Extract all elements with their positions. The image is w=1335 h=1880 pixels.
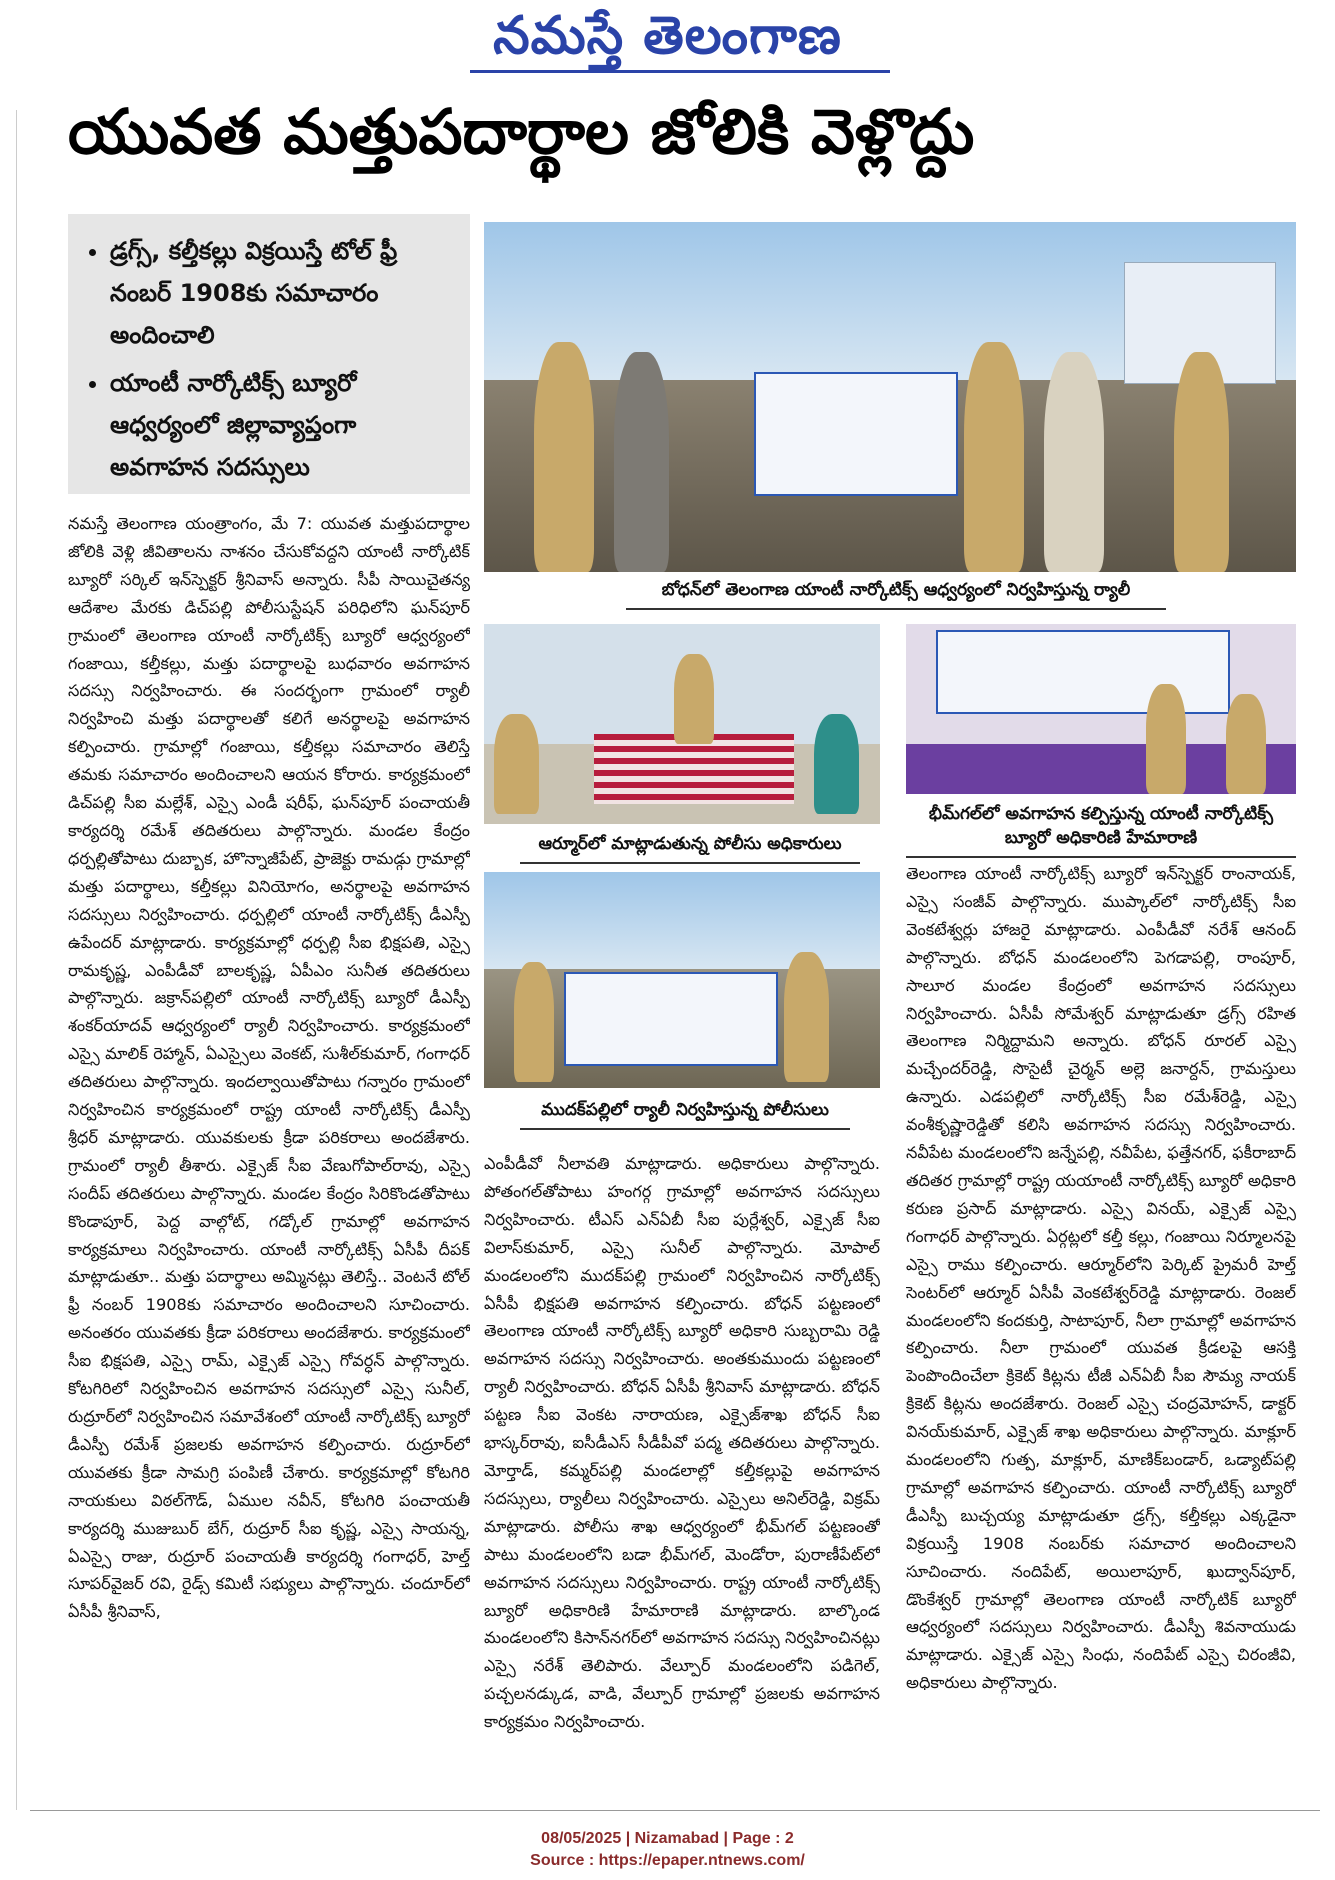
masthead-text: నమస్తే తెలంగాణ	[493, 6, 842, 66]
body-text: నమస్తే తెలంగాణ యంత్రాంగం, మే 7: యువత మత్తుపదార్థాల జోలికి వెళ్లి జీవితాలను నాశనం చేసుకోవద్దని యాంటీ నార్కోటిక్ బ్యూరో సర్కిల్ ఇన్‌స్పెక్టర్ శ్రీనివాస్ అన్నారు. సీపీ సాయిచైతన్య ఆదేశాల మేరకు డిచ్‌పల్లి పోలీసుస్టేషన్ పరిధిలోని ఘన్‌పూర్ గ్రామంలో తెలంగాణ యాంటీ నార్కోటిక్స్ బ్యూరో ఆధ్వర్యంలో గంజాయి, కల్తీకల్లు, మత్తు పదార్థాలపై బుధవారం అవగాహన సదస్సు నిర్వహించారు. ఈ సందర్భంగా గ్రామంలో ర్యాలీ నిర్వహించి మత్తు పదార్థాలతో కలిగే అనర్థాలపై అవగాహన కల్పించారు. గ్రామాల్లో గంజాయి, కల్తీకల్లు సమాచారం తెలిస్తే తమకు సమాచారం అందించాలని ఆయన కోరారు. కార్యక్రమంలో డిచ్‌పల్లి సీఐ మల్లేశ్, ఎస్సై ఎండీ షరీఫ్, ఘన్‌పూర్ పంచాయతీ కార్యదర్శి రమేశ్ తదితరులు పాల్గొన్నారు. మండల కేంద్రం ధర్పల్లితోపాటు దుబ్బాక, హొన్నాజీపేట్, ప్రాజెక్టు రామడ్గు గ్రామాల్లో మత్తు పదార్థాలు, కల్తీకల్లు వినియోగం, అనర్థాలపై అవగాహన సదస్సులు నిర్వహించారు. ధర్పల్లిలో యాంటీ నార్కోటిక్స్ డీఎస్పీ ఉపేందర్ మాట్లాడారు. కార్యక్రమాల్లో ధర్పల్లి సీఐ భిక్షపతి, ఎస్సై రామకృష్ణ, ఎంపీడీవో బాలకృష్ణ, ఏపీఎం సునీత తదితరులు పాల్గొన్నారు. జక్రాన్‌పల్లిలో యాంటీ నార్కోటిక్స్ బ్యూరో డీఎస్పీ శంకర్‌యాదవ్ ఆధ్వర్యంలో ర్యాలీ నిర్వహించారు. కార్యక్రమంలో ఎస్సై మాలిక్ రెహ్మాన్, ఏఎస్సైలు వెంకట్, సుశీల్‌కుమార్, గంగాధర్ తదితరులు పాల్గొన్నారు. ఇందల్వాయితోపాటు గన్నారం గ్రామంలో నిర్వహించిన కార్యక్రమంలో రాష్ట్ర యాంటీ నార్కోటిక్స్ డీఎస్పీ శ్రీధర్ మాట్లాడారు. యువకులకు క్రీడా పరికరాలు అందజేశారు. గ్రామంలో ర్యాలీ తీశారు. ఎక్సైజ్ సీఐ వేణుగోపాల్‌రావు, ఎస్సై సందీప్ తదితరులు పాల్గొన్నారు. మండల కేంద్రం సిరికొండతోపాటు కొండాపూర్, పెద్ద వాల్గోట్, గడ్కోల్ గ్రామాల్లో అవగాహన కార్యక్రమాలు నిర్వహించారు. యాంటీ నార్కోటిక్స్ ఏసీపీ దీపక్ మాట్లాడుతూ.. మత్తు పదార్థాలు అమ్మినట్లు తెలిస్తే.. వెంటనే టోల్ ఫ్రీ నంబర్ 1908కు సమాచారం అందించాలని సూచించారు. అనంతరం యువతకు క్రీడా పరికరాలు అందజేశారు. కార్యక్రమంలో సీఐ భిక్షపతి, ఎస్సై రామ్, ఎక్సైజ్ ఎస్సై గోవర్ధన్ పాల్గొన్నారు. కోటగిరిలో నిర్వహించిన అవగాహన సదస్సులో ఎస్సై సునీల్, రుద్రూర్‌లో నిర్వహించిన సమావేశంలో యాంటీ నార్కోటిక్స్ బ్యూరో డీఎస్పీ రమేశ్ ప్రజలకు అవగాహన కల్పించారు. రుద్రూర్‌లో యువతకు క్రీడా సామగ్రి పంపిణీ చేశారు. కార్యక్రమాల్లో కోటగిరి నాయకులు విఠల్‌గౌడ్, ఏముల నవీన్, కోటగిరి పంచాయతీ కార్యదర్శి ముజుబుర్ బేగ్, రుద్రూర్ సీఐ కృష్ణ, ఎస్సై సాయన్న, ఏఎస్సై రాజు, రుద్రూర్ పంచాయతీ కార్యదర్శి గంగాధర్, హెల్త్ సూపర్‌వైజర్ రవి, రైడ్స్ కమిటీ సభ్యులు పాల్గొన్నారు. చందూర్‌లో ఏసీపీ శ్రీనివాస్,	[68, 514, 470, 1622]
caption-bheemgal: భీమ్‌గల్‌లో అవగాహన కల్పిస్తున్న యాంటీ నార్కోటిక్స్ బ్యూరో అధికారిణి హేమారాణి	[906, 804, 1296, 858]
caption-mudakpally: ముదక్‌పల్లిలో ర్యాలీ నిర్వహిస్తున్న పోలీసులు	[520, 1100, 850, 1130]
rally-banner	[754, 372, 958, 496]
mudakpally-banner	[564, 972, 778, 1066]
armoor-photo	[484, 624, 880, 824]
footer-source: Source : https://epaper.ntnews.com/	[530, 1852, 805, 1869]
bheemgal-banner	[936, 630, 1230, 714]
highlight-item: • డ్రగ్స్, కల్తీకల్లు విక్రయిస్తే టోల్ ఫ్రీ నంబర్ 1908కు సమాచారం అందించాలి	[110, 230, 456, 356]
caption-armoor: ఆర్మూర్‌లో మాట్లాడుతున్న పోలీసు అధికారులు	[520, 834, 860, 864]
caption-main: బోధన్‌లో తెలంగాణ యాంటీ నార్కోటిక్స్ ఆధ్వర్యంలో నిర్వహిస్తున్న ర్యాలీ	[626, 580, 1166, 610]
highlights-box	[68, 214, 470, 494]
body-column-1	[68, 510, 470, 1800]
adjacent-page-strip	[0, 110, 17, 1810]
headline: యువత మత్తుపదార్థాల జోలికి వెళ్లొద్దు	[68, 95, 975, 168]
mudakpally-photo	[484, 872, 880, 1088]
masthead-underline	[470, 70, 890, 73]
masthead-logo	[0, 6, 1335, 79]
footer-dateline: 08/05/2025 | Nizamabad | Page : 2	[541, 1830, 794, 1847]
body-column-2	[484, 1150, 880, 1800]
body-text: ఎంపీడీవో నీలావతి మాట్లాడారు. అధికారులు పాల్గొన్నారు. పోతంగల్‌తోపాటు హంగర్గ గ్రామాల్లో అవగాహన సదస్సులు నిర్వహించారు. టీఎస్ ఎన్‌ఏబీ సీఐ పుర్లేశ్వర్, ఎక్సైజ్ సీఐ విలాస్‌కుమార్, ఎస్సై సునీల్ పాల్గొన్నారు. మోపాల్ మండలంలోని ముదక్‌పల్లి గ్రామంలో నిర్వహించిన నార్కోటిక్స్ ఏసీపీ భిక్షపతి అవగాహన కల్పించారు. బోధన్ పట్టణంలో తెలంగాణ యాంటీ నార్కోటిక్స్ బ్యూరో అధికారి సుబ్బరామి రెడ్డి అవగాహన సదస్సు నిర్వహించారు. అంతకుముందు పట్టణంలో ర్యాలీ నిర్వహించారు. బోధన్ ఏసీపీ శ్రీనివాస్ మాట్లాడారు. బోధన్ పట్టణ సీఐ వెంకట నారాయణ, ఎక్సైజ్‌శాఖ బోధన్ సీఐ భాస్కర్‌రావు, ఐసీడీఎస్ సీడీపీవో పద్మ తదితరులు పాల్గొన్నారు. మోర్తాడ్, కమ్మర్‌పల్లి మండలాల్లో కల్తీకల్లుపై అవగాహన సదస్సులు, ర్యాలీలు నిర్వహించారు. ఎస్సైలు అనిల్‌రెడ్డి, విక్రమ్ మాట్లాడారు. పోలీసు శాఖ ఆధ్వర్యంలో భీమ్‌గల్ పట్టణంతో పాటు మండలంలోని బడా భీమ్‌గల్, మెండోరా, పురాణీపేట్‌లో అవగాహన సదస్సులు నిర్వహించారు. రాష్ట్ర యాంటీ నార్కోటిక్స్ బ్యూరో అధికారిణి హేమారాణి మాట్లాడారు. బాల్కొండ మండలంలోని కిసాన్‌నగర్‌లో అవగాహన సదస్సు నిర్వహించినట్లు ఎస్సై నరేశ్ తెలిపారు. వేల్పూర్ మండలంలోని పడిగెల్, పచ్చలనడ్కుడ, వాడి, వేల్పూర్ గ్రామాల్లో ప్రజలకు అవగాహన కార్యక్రమం నిర్వహించారు.	[484, 1154, 880, 1732]
body-column-3	[906, 860, 1296, 1800]
footer-divider	[30, 1810, 1320, 1811]
body-text: తెలంగాణ యాంటీ నార్కోటిక్స్ బ్యూరో ఇన్‌స్పెక్టర్ రాంనాయక్, ఎస్సై సంజీవ్ పాల్గొన్నారు. ముప్కాల్‌లో నార్కోటిక్స్ సీఐ వెంకటేశ్వర్లు హాజరై మాట్లాడారు. ఎంపీడీవో నరేశ్ ఆనంద్ పాల్గొన్నారు. బోధన్ మండలంలోని పెగడాపల్లి, రాంపూర్, సాలూర మండల కేంద్రంలో అవగాహన సదస్సులు నిర్వహించారు. ఏసీపీ సోమేశ్వర్ మాట్లాడుతూ డ్రగ్స్ రహిత తెలంగాణ నిర్మిద్దామని అన్నారు. బోధన్ రూరల్ ఎస్సై మచ్చేందర్‌రెడ్డి, సొసైటీ చైర్మన్ అల్లె జనార్దన్, గ్రామస్తులు ఉన్నారు. ఎడపల్లిలో నార్కోటిక్స్ సీఐ రమేశ్‌రెడ్డి, ఎస్సై వంశీకృష్ణారెడ్డితో కలిసి అవగాహన సదస్సు నిర్వహించారు. నవీపేట మండలంలోని జన్నేపల్లి, నవీపేట, ఫత్తేనగర్, ఫకీరాబాద్ తదితర గ్రామాల్లో రాష్ట్ర యయాంటీ నార్కోటిక్స్ బ్యూరో అధికారి కరుణ ప్రసాద్ మాట్లాడారు. ఎస్సై వినయ్, ఎక్సైజ్ ఎస్సై గంగాధర్ పాల్గొన్నారు. ఏర్గట్లలో కల్తీ కల్లు, గంజాయి నిర్మూలనపై ఎస్సై రాము కల్పించారు. ఆర్మూర్‌లోని పెర్కిట్ ప్రైమరీ హెల్త్ సెంటర్‌లో ఆర్మూర్ ఏసీపీ వెంకటేశ్వర్‌రెడ్డి మాట్లాడారు. రెంజల్ మండలంలోని కందకుర్తి, సాటాపూర్, నీలా గ్రామాల్లో అవగాహన కల్పించారు. నీలా గ్రామంలో యువత క్రీడలపై ఆసక్తి పెంపొందించేలా క్రికెట్ కిట్లను టీజీ ఎన్‌ఏబీ సీఐ సౌమ్య నాయక్ క్రికెట్ కిట్లను అందజేశారు. రెంజల్ ఎస్సై చంద్రమోహన్, డాక్టర్ వినయ్‌కుమార్, ఎక్సైజ్ శాఖ అధికారులు పాల్గొన్నారు. మాక్లూర్ మండలంలోని గుత్ప, మాక్లూర్, మాణిక్‌బండార్, ఒడ్యాట్‌పల్లి గ్రామాల్లో అవగాహన కల్పించారు. యాంటీ నార్కోటిక్స్ బ్యూరో డీఎస్పీ బుచ్చయ్య మాట్లాడుతూ డ్రగ్స్, కల్తీకల్లు ఎక్కడైనా విక్రయిస్తే 1908 నంబర్‌కు సమాచార అందించాలని సూచించారు. నందిపేట్, అయిలాపూర్, ఖుద్వాన్‌పూర్, డొంకేశ్వర్ గ్రామాల్లో తెలంగాణ యాంటీ నార్కోటిక్ బ్యూరో ఆధ్వర్యంలో సదస్సులు నిర్వహించారు. డీఎస్పీ శివనాయుడు మాట్లాడారు. ఎక్సైజ్ ఎస్సై సింధు, నందిపేట్ ఎస్సై చిరంజీవి, అధికారులు పాల్గొన్నారు.	[906, 864, 1296, 1693]
bheemgal-photo	[906, 624, 1296, 794]
highlight-item: • యాంటీ నార్కోటిక్స్ బ్యూరో ఆధ్వర్యంలో జిల్లావ్యాప్తంగా అవగాహన సదస్సులు	[110, 362, 456, 488]
rally-photo-main	[484, 222, 1296, 572]
